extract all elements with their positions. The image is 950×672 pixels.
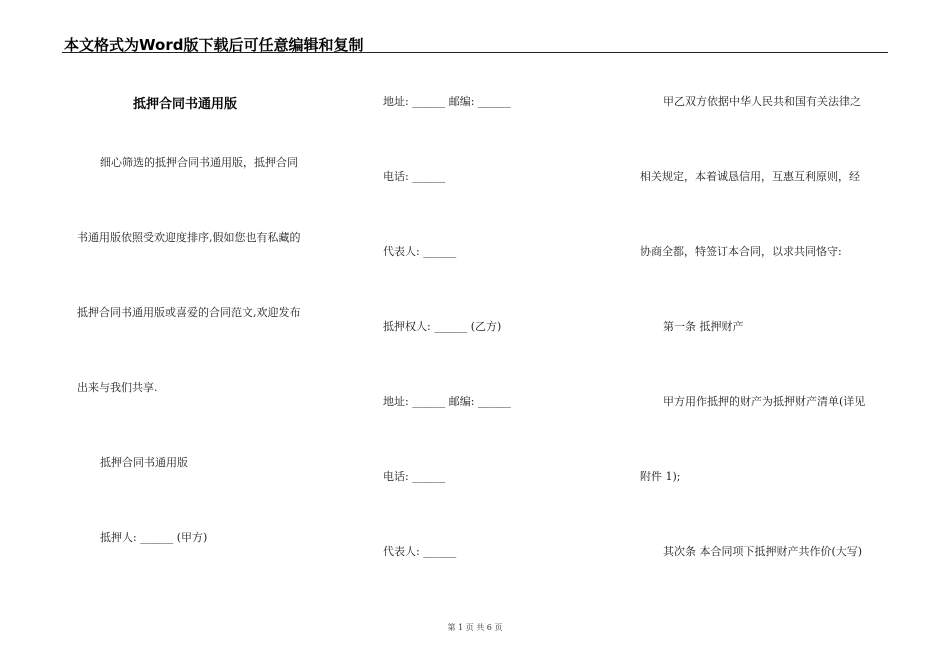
page-header-title: 本文格式为Word版下载后可任意编辑和复制: [64, 36, 364, 54]
col1-line: 出来与我们共享.: [77, 381, 158, 394]
col2-line: 电话: ______: [383, 470, 446, 483]
col2-line: 代表人: ______: [383, 245, 457, 258]
col2-line: 代表人: ______: [383, 545, 457, 558]
col1-line: 抵押合同书通用版: [100, 456, 188, 469]
col3-line: 甲乙双方依据中华人民共和国有关法律之: [663, 95, 861, 108]
col3-line: 甲方用作抵押的财产为抵押财产清单(详见: [663, 395, 866, 408]
col1-line: 书通用版依照受欢迎度排序,假如您也有私藏的: [77, 231, 301, 244]
col2-line: 地址: ______ 邮编: ______: [383, 395, 511, 408]
document-title: 抵押合同书通用版: [133, 97, 238, 112]
col1-line: 抵押人: ______ (甲方): [100, 531, 208, 544]
header-divider: [62, 52, 888, 53]
col3-line: 附件 1);: [640, 470, 681, 483]
col3-line: 第一条 抵押财产: [663, 320, 744, 333]
col2-line: 抵押权人: ______ (乙方): [383, 320, 502, 333]
col3-line: 协商全都，特签订本合同，以求共同恪守:: [640, 245, 842, 258]
col2-line: 电话: ______: [383, 170, 446, 183]
col3-line: 相关规定，本着诚恳信用，互惠互利原则，经: [640, 170, 860, 183]
col1-line: 抵押合同书通用版或喜爱的合同范文,欢迎发布: [77, 306, 301, 319]
page-number-footer: 第 1 页 共 6 页: [447, 623, 503, 632]
col3-line: 其次条 本合同项下抵押财产共作价(大写): [663, 545, 863, 558]
col1-line: 细心筛选的抵押合同书通用版，抵押合同: [100, 156, 298, 169]
col2-line: 地址: ______ 邮编: ______: [383, 95, 511, 108]
